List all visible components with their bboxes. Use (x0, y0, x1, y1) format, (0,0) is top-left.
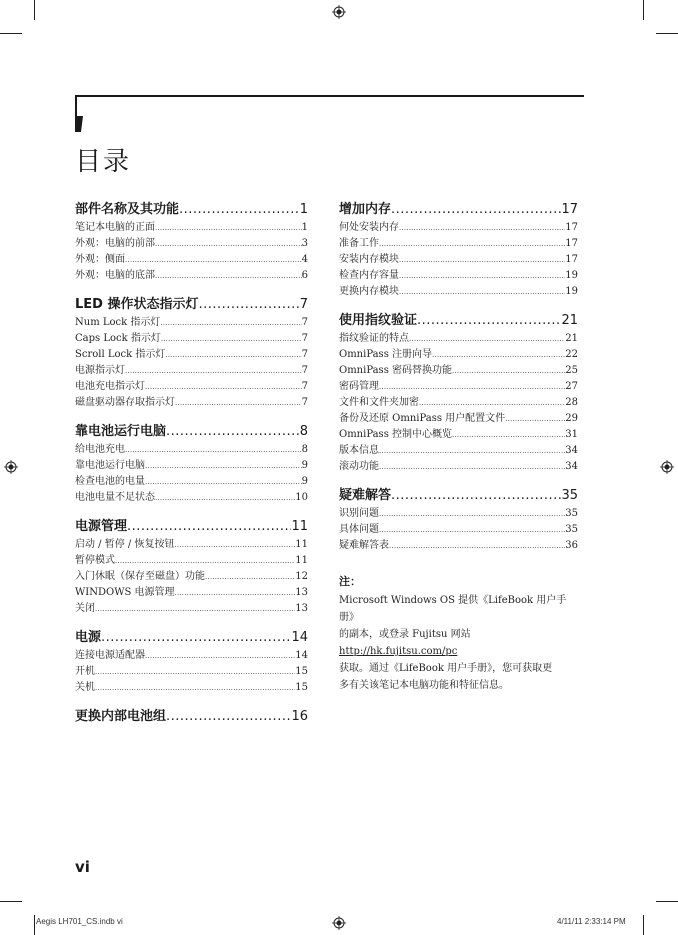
section-label: 疑难解答 (339, 488, 392, 503)
leader-dots (379, 443, 565, 459)
crop-mark (34, 915, 35, 935)
registration-mark-icon (4, 460, 18, 474)
toc-section (75, 517, 308, 617)
entry-page: 27 (565, 381, 578, 392)
entry-page: 13 (295, 603, 308, 614)
leader-dots (125, 442, 302, 458)
toc-entry[interactable] (339, 236, 578, 252)
leader-dots (399, 252, 565, 268)
leader-dots (174, 537, 295, 553)
leader-dots (399, 284, 565, 300)
toc-section-heading[interactable] (75, 707, 308, 727)
entry-label: 何处安装内存 (339, 222, 399, 233)
toc-section-heading[interactable] (339, 311, 578, 331)
entry-label: 笔记本电脑的正面 (75, 222, 155, 233)
entry-page: 17 (565, 222, 578, 233)
toc-entry[interactable] (75, 315, 308, 331)
leader-dots (155, 268, 302, 284)
toc-section-heading[interactable] (75, 628, 308, 648)
leader-dots (391, 486, 561, 506)
entry-page: 7 (301, 397, 308, 408)
toc-section (75, 295, 308, 411)
toc-entry[interactable] (339, 331, 578, 347)
entry-page: 28 (565, 397, 578, 408)
entry-page: 17 (565, 238, 578, 249)
entry-label: 入门休眠（保存至磁盘）功能 (75, 571, 205, 582)
entry-page: 35 (565, 508, 578, 519)
leader-dots (155, 220, 302, 236)
toc-entry[interactable] (75, 363, 308, 379)
entry-page: 13 (295, 587, 308, 598)
entry-page: 17 (565, 254, 578, 265)
leader-dots (419, 395, 565, 411)
entry-label: 外观：侧面 (75, 254, 125, 265)
crop-mark (643, 0, 644, 20)
entry-label: 指纹验证的特点 (339, 333, 409, 344)
toc-entry[interactable] (75, 553, 308, 569)
entry-label: 检查电池的电量 (75, 476, 145, 487)
toc-entry[interactable] (339, 284, 578, 300)
toc-section (339, 200, 578, 300)
entry-page: 21 (565, 333, 578, 344)
toc-entry[interactable] (75, 490, 308, 506)
entry-label: 启动 / 暂停 / 恢复按钮 (75, 539, 175, 550)
section-page: 11 (291, 519, 308, 534)
entry-label: 准备工作 (339, 238, 379, 249)
header-corner (75, 95, 77, 117)
entry-page: 25 (565, 365, 578, 376)
entry-page: 14 (295, 650, 308, 661)
toc-entry[interactable] (75, 458, 308, 474)
entry-page: 34 (565, 461, 578, 472)
toc-entry[interactable] (339, 379, 578, 395)
leader-dots (179, 200, 300, 220)
entry-label: 更换内存模块 (339, 286, 399, 297)
entry-label: 检查内存容量 (339, 270, 399, 281)
toc-entry[interactable] (339, 363, 578, 379)
entry-page: 31 (565, 429, 578, 440)
toc-entry[interactable] (75, 268, 308, 284)
note-line: Microsoft Windows OS 提供《LifeBook 用户手册》 (339, 595, 567, 623)
section-page: 16 (291, 709, 308, 724)
leader-dots (409, 331, 565, 347)
entry-page: 15 (295, 682, 308, 693)
section-label: 更换内部电池组 (75, 709, 167, 724)
toc-entry[interactable] (75, 585, 308, 601)
toc-entry[interactable] (75, 569, 308, 585)
leader-dots (161, 331, 302, 347)
toc-entry[interactable] (75, 236, 308, 252)
toc-entry[interactable] (75, 379, 308, 395)
section-label: 电源 (75, 630, 102, 645)
entry-page: 7 (301, 349, 308, 360)
entry-page: 7 (301, 365, 308, 376)
entry-label: Caps Lock 指示灯 (75, 333, 161, 344)
note-line: 获取。通过《LifeBook 用户手册》，您可获取更 (339, 663, 553, 674)
section-label: 使用指纹验证 (339, 313, 418, 328)
leader-dots (379, 379, 565, 395)
entry-label: 外观：电脑的底部 (75, 270, 155, 281)
leader-dots (115, 553, 295, 569)
note-text (339, 592, 578, 694)
leader-dots (417, 311, 561, 331)
leader-dots (452, 427, 565, 443)
crop-mark (656, 33, 678, 34)
note-box (339, 572, 578, 694)
header-rule (75, 95, 584, 97)
leader-dots (125, 252, 302, 268)
leader-dots (145, 648, 295, 664)
entry-page: 22 (565, 349, 578, 360)
section-label: LED 操作状态指示灯 (75, 297, 199, 312)
toc-entry[interactable] (339, 459, 578, 475)
crop-mark (0, 33, 22, 34)
leader-dots (505, 411, 565, 427)
toc-entry[interactable] (339, 347, 578, 363)
leader-dots (399, 268, 565, 284)
toc-entry[interactable] (75, 664, 308, 680)
toc-section (339, 311, 578, 475)
toc-entry[interactable] (339, 220, 578, 236)
toc-section (75, 422, 308, 506)
toc-entry[interactable] (75, 680, 308, 696)
leader-dots (155, 236, 302, 252)
registration-mark-icon (332, 916, 346, 930)
entry-page: 7 (301, 333, 308, 344)
leader-dots (175, 395, 302, 411)
slug-file: Aegis LH701_CS.indb vi (36, 917, 123, 926)
leader-dots (101, 628, 291, 648)
entry-page: 8 (301, 444, 308, 455)
entry-label: 关机 (75, 682, 95, 693)
registration-mark-icon (332, 5, 346, 19)
leader-dots (95, 680, 295, 696)
section-page: 1 (299, 202, 308, 217)
toc-entry[interactable] (339, 506, 578, 522)
entry-page: 11 (295, 555, 308, 566)
entry-label: Num Lock 指示灯 (75, 317, 161, 328)
entry-page: 29 (565, 413, 578, 424)
toc-entry[interactable] (75, 601, 308, 617)
section-page: 21 (561, 313, 578, 328)
header-triangle (75, 116, 83, 132)
toc-section-heading[interactable] (339, 200, 578, 220)
entry-label: 电池电量不足状态 (75, 492, 155, 503)
leader-dots (160, 315, 301, 331)
crop-mark (34, 0, 35, 20)
section-label: 增加内存 (339, 202, 392, 217)
leader-dots (379, 236, 565, 252)
entry-label: 暂停模式 (75, 555, 115, 566)
entry-label: Scroll Lock 指示灯 (75, 349, 166, 360)
entry-page: 15 (295, 666, 308, 677)
toc-section-heading[interactable] (75, 295, 308, 315)
entry-page: 4 (301, 254, 308, 265)
leader-dots (145, 379, 302, 395)
entry-label: 磁盘驱动器存取指示灯 (75, 397, 175, 408)
toc-left-column (75, 200, 308, 738)
entry-page: 6 (301, 270, 308, 281)
toc-entry[interactable] (339, 443, 578, 459)
toc-entry[interactable] (339, 268, 578, 284)
crop-mark (0, 901, 22, 902)
leader-dots (125, 363, 302, 379)
entry-label: OmniPass 密码替换功能 (339, 365, 453, 376)
entry-label: 滚动功能 (339, 461, 379, 472)
entry-page: 3 (301, 238, 308, 249)
entry-label: 连接电源适配器 (75, 650, 145, 661)
section-page: 17 (561, 202, 578, 217)
toc-entry[interactable] (75, 442, 308, 458)
toc-section-heading[interactable] (75, 422, 308, 442)
entry-label: 外观：电脑的前部 (75, 238, 155, 249)
entry-label: WINDOWS 电源管理 (75, 587, 175, 598)
leader-dots (399, 220, 565, 236)
section-page: 14 (291, 630, 308, 645)
entry-page: 9 (301, 460, 308, 471)
toc-entry[interactable] (339, 538, 578, 554)
crop-mark (643, 915, 644, 935)
toc-entry[interactable] (339, 522, 578, 538)
section-label: 部件名称及其功能 (75, 202, 180, 217)
toc-section (75, 707, 308, 727)
toc-right-column (339, 200, 578, 694)
toc-entry[interactable] (75, 537, 308, 553)
toc-entry[interactable] (75, 347, 308, 363)
entry-label: 开机 (75, 666, 95, 677)
entry-label: OmniPass 控制中心概览 (339, 429, 453, 440)
section-label: 电源管理 (75, 519, 128, 534)
leader-dots (379, 459, 565, 475)
leader-dots (379, 522, 565, 538)
entry-page: 19 (565, 270, 578, 281)
toc-entry[interactable] (339, 411, 578, 427)
entry-page: 34 (565, 445, 578, 456)
toc-entry[interactable] (75, 474, 308, 490)
leader-dots (166, 422, 300, 442)
entry-page: 1 (301, 222, 308, 233)
leader-dots (452, 363, 565, 379)
crop-mark (656, 901, 678, 902)
toc-section (75, 200, 308, 284)
note-line: 的副本，或登录 Fujitsu 网站 (339, 629, 471, 640)
entry-page: 10 (295, 492, 308, 503)
entry-page: 9 (301, 476, 308, 487)
toc-entry[interactable] (75, 395, 308, 411)
page-number: vi (75, 858, 90, 876)
leader-dots (165, 347, 301, 363)
section-page: 35 (561, 488, 578, 503)
entry-label: OmniPass 注册向导 (339, 349, 433, 360)
toc-entry[interactable] (75, 220, 308, 236)
leader-dots (205, 569, 295, 585)
leader-dots (127, 517, 291, 537)
section-page: 8 (299, 424, 308, 439)
entry-label: 电池充电指示灯 (75, 381, 145, 392)
registration-mark-icon (660, 460, 674, 474)
leader-dots (95, 601, 295, 617)
entry-page: 19 (565, 286, 578, 297)
leader-dots (145, 458, 302, 474)
toc-section-heading[interactable] (339, 486, 578, 506)
leader-dots (379, 506, 565, 522)
leader-dots (198, 295, 299, 315)
entry-label: 文件和文件夹加密 (339, 397, 419, 408)
toc-section-heading[interactable] (75, 200, 308, 220)
note-line: 多有关该笔记本电脑功能和特征信息。 (339, 680, 509, 691)
toc-entry[interactable] (339, 427, 578, 443)
toc-entry[interactable] (75, 252, 308, 268)
entry-label: 靠电池运行电脑 (75, 460, 145, 471)
entry-label: 电源指示灯 (75, 365, 125, 376)
entry-page: 35 (565, 524, 578, 535)
entry-page: 7 (301, 381, 308, 392)
entry-label: 版本信息 (339, 445, 379, 456)
entry-label: 备份及还原 OmniPass 用户配置文件 (339, 413, 506, 424)
entry-label: 具体问题 (339, 524, 379, 535)
entry-page: 36 (565, 540, 578, 551)
toc-entry[interactable] (339, 395, 578, 411)
slug-timestamp: 4/11/11 2:33:14 PM (557, 917, 626, 926)
leader-dots (389, 538, 565, 554)
entry-label: 安装内存模块 (339, 254, 399, 265)
note-heading: 注： (339, 575, 361, 588)
page-title: 目录 (75, 147, 132, 177)
entry-label: 给电池充电 (75, 444, 125, 455)
entry-label: 疑难解答表 (339, 540, 389, 551)
leader-dots (95, 664, 295, 680)
fujitsu-link[interactable]: http://hk.fujitsu.com/pc (339, 646, 458, 657)
entry-page: 12 (295, 571, 308, 582)
leader-dots (166, 707, 291, 727)
entry-label: 识别问题 (339, 508, 379, 519)
entry-page: 7 (301, 317, 308, 328)
leader-dots (145, 474, 302, 490)
leader-dots (155, 490, 295, 506)
toc-section (75, 628, 308, 696)
leader-dots (432, 347, 565, 363)
toc-section (339, 486, 578, 554)
leader-dots (175, 585, 296, 601)
leader-dots (391, 200, 561, 220)
toc-entry[interactable] (339, 252, 578, 268)
entry-page: 11 (295, 539, 308, 550)
entry-label: 密码管理 (339, 381, 379, 392)
toc-section-heading[interactable] (75, 517, 308, 537)
toc-entry[interactable] (75, 331, 308, 347)
entry-label: 关闭 (75, 603, 95, 614)
section-page: 7 (299, 297, 308, 312)
section-label: 靠电池运行电脑 (75, 424, 167, 439)
toc-entry[interactable] (75, 648, 308, 664)
